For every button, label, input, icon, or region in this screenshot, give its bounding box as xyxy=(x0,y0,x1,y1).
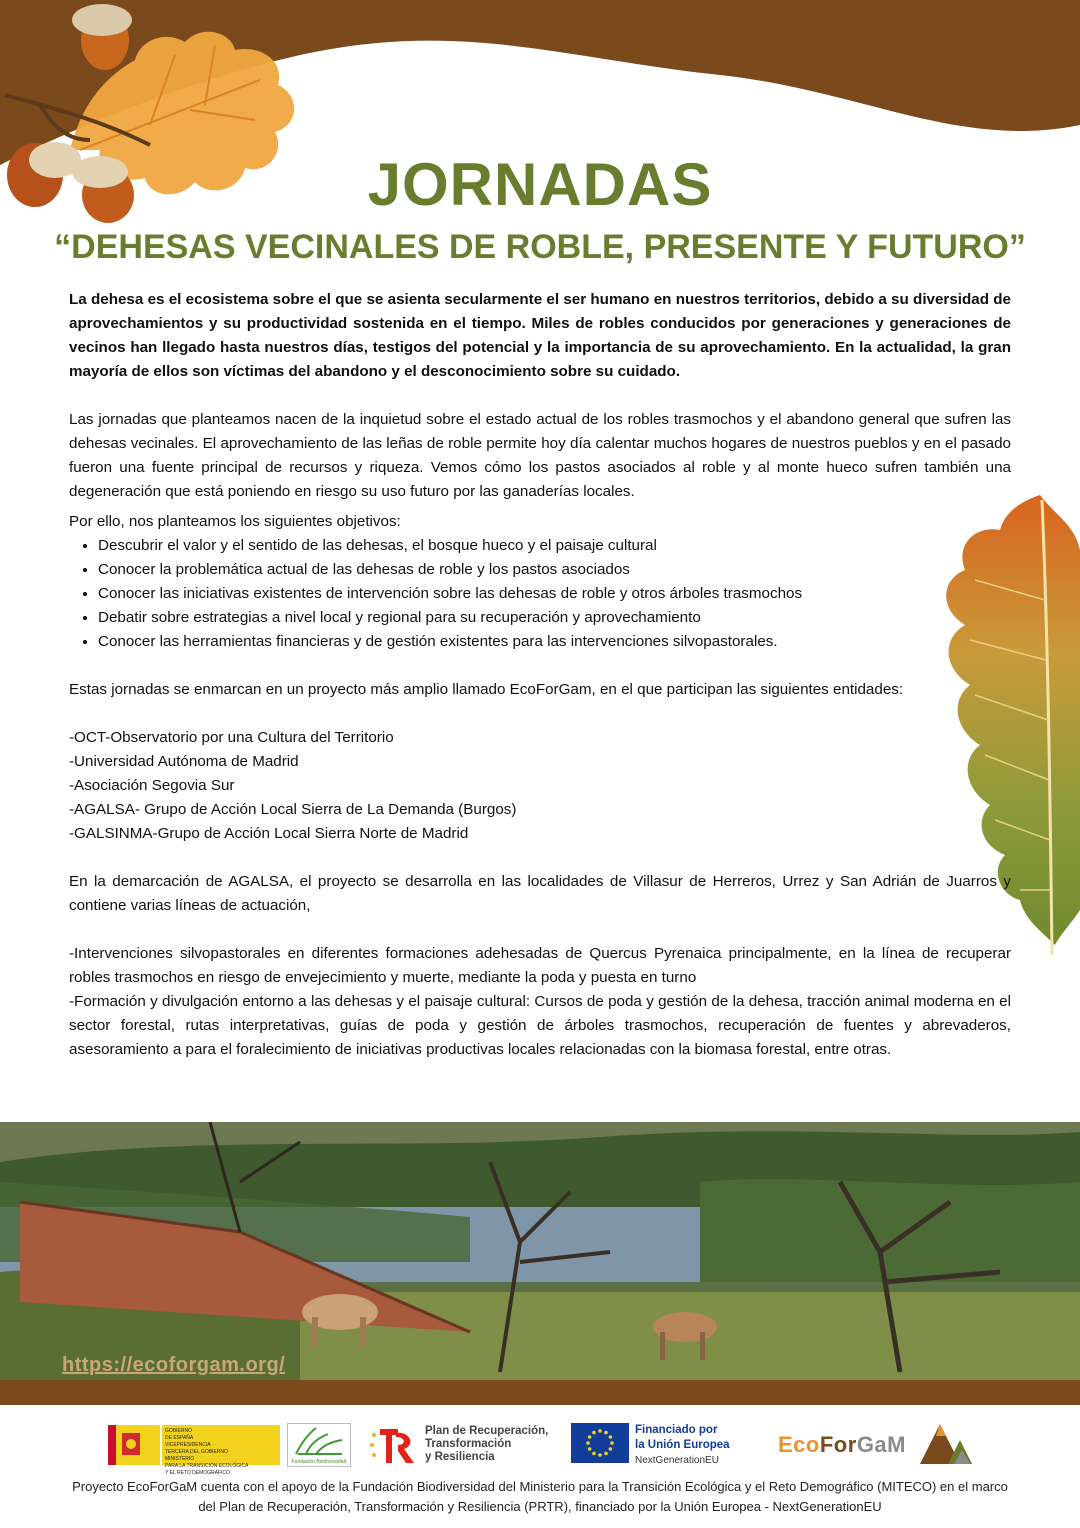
funding-footnote xyxy=(20,1477,1060,1517)
page-subtitle: “DEHESAS VECINALES DE ROBLE, PRESENTE Y FUTURO” xyxy=(54,228,1026,266)
footnote-line: del Plan de Recuperación, Transformación y Resiliencia (PRTR), financiado por la Unión Europea - NextGenerationEU xyxy=(198,1499,882,1514)
fundacion-biodiversidad-logo xyxy=(287,1423,351,1467)
prtr-line: Plan de Recuperación, xyxy=(425,1425,549,1437)
fundacion-label: Fundación Biodiversidad xyxy=(291,1459,347,1465)
intro-paragraph: La dehesa es el ecosistema sobre el que se asienta secularmente el ser humano en nuestros territorios, debido a su diversidad de aprovechamientos y su productividad sostenida en el tiempo. Miles de robles conducidos por generaciones y generaciones de vecinos han llegado hasta nuestros días, testigos del potencial y la importancia de su aprovechamiento. En la actualidad, la gran mayoría de ellos son víctimas del abandono y el desconocimiento sobre su cuidado. xyxy=(69,291,1011,380)
action-item: -Formación y divulgación entorno a las dehesas y el paisaje cultural: Cursos de poda y gestión de la dehesa, tracción animal moderna en el sector forestal, rutas interpretativas, guías de poda y gestión de árboles trasmochos, recuperación de fuentes y abrevaderos, asesoramiento a para el foralecimiento de iniciativas productivas locales relacionadas con la biomasa forestal, entre otras. xyxy=(69,993,1011,1058)
objectives-intro: Por ello, nos planteamos los siguientes objetivos: xyxy=(69,513,401,530)
eu-logo xyxy=(571,1423,741,1467)
eu-line: Financiado por xyxy=(635,1424,718,1436)
gobierno-line: GOBIERNO xyxy=(165,1428,192,1434)
action-item: -Intervenciones silvopastorales en diferentes formaciones adehesadas de Quercus Pyrenaica principalmente, en la línea de recuperar robles trasmochos en riesgo de envejecimiento y muerte, mediante la poda y puesta en turno xyxy=(69,945,1011,986)
list-item: • Debatir sobre estrategias a nivel local y regional para su recuperación y aprovechamiento xyxy=(98,606,1011,630)
entity-item: -Asociación Segovia Sur xyxy=(69,777,235,794)
entity-item: -GALSINMA-Grupo de Acción Local Sierra Norte de Madrid xyxy=(69,825,469,842)
jornadas-paragraph: Las jornadas que planteamos nacen de la inquietud sobre el estado actual de los robles trasmochos y el abandono general que sufren las dehesas vecinales. El aprovechamiento de las leñas de roble permite hoy día calentar muchos hogares de nuestros pueblos y en el pasado fueron una fuente principal de recursos y riqueza. Vemos cómo los pastos asociados al roble y al monte hueco sufren también una degeneración que está poniendo en riesgo su uso futuro por las ganaderías locales. xyxy=(69,411,1011,500)
list-item: • Descubrir el valor y el sentido de las dehesas, el bosque hueco y el paisaje cultural xyxy=(98,534,1011,558)
grass-icon xyxy=(288,1424,350,1456)
landscape-photo xyxy=(0,1122,1080,1380)
project-intro: Estas jornadas se enmarcan en un proyecto más amplio llamado EcoForGam, en el que participan las siguientes entidades: xyxy=(69,681,904,698)
footnote-line: Proyecto EcoForGaM cuenta con el apoyo de la Fundación Biodiversidad del Ministerio para la Transición Ecológica y el Reto Demográfico (MITECO) en el marco xyxy=(72,1479,1008,1494)
page-title: JORNADAS xyxy=(367,151,713,218)
main-content xyxy=(69,288,1011,1062)
ministerio-line: VICEPRESIDENCIA xyxy=(165,1442,211,1448)
website-link[interactable]: https://ecoforgam.org/ xyxy=(62,1354,286,1376)
sponsor-logos xyxy=(0,1415,1080,1477)
agalsa-paragraph: En la demarcación de AGALSA, el proyecto se desarrolla en las localidades de Villasur de Herreros, Urrez y San Adrián de Juarros y contiene varias líneas de actuación, xyxy=(69,873,1011,914)
eu-line: NextGenerationEU xyxy=(635,1455,719,1466)
list-item: • Conocer las iniciativas existentes de intervención sobre las dehesas de roble y otros árboles trasmochos xyxy=(98,582,1011,606)
entity-item: -OCT-Observatorio por una Cultura del Territorio xyxy=(69,729,394,746)
eco-text: Eco xyxy=(778,1432,820,1457)
footer-bar xyxy=(0,1380,1080,1405)
gobierno-text xyxy=(162,1425,280,1476)
gobierno-logo xyxy=(108,1425,280,1476)
eu-line: la Unión Europea xyxy=(635,1439,730,1451)
ecoforgam-wordmark xyxy=(778,1432,906,1458)
eu-flag-icon xyxy=(571,1423,629,1463)
spain-flag-icon xyxy=(108,1425,160,1465)
gobierno-line: DE ESPAÑA xyxy=(165,1435,194,1441)
prtr-icon xyxy=(368,1423,420,1467)
entity-item: -AGALSA- Grupo de Acción Local Sierra de La Demanda (Burgos) xyxy=(69,801,517,818)
prtr-line: y Resiliencia xyxy=(425,1451,495,1463)
entity-item: -Universidad Autónoma de Madrid xyxy=(69,753,299,770)
ecoforgam-logo xyxy=(778,1418,978,1468)
ministerio-line: Y EL RETO DEMOGRÁFICO xyxy=(165,1470,230,1476)
gam-text: GaM xyxy=(856,1432,906,1457)
for-text: For xyxy=(819,1432,857,1457)
prtr-logo xyxy=(368,1423,558,1467)
mountain-tree-icon xyxy=(918,1418,974,1466)
ministerio-line: MINISTERIO xyxy=(165,1456,195,1462)
list-item: • Conocer las herramientas financieras y de gestión existentes para las intervenciones silvopastorales. xyxy=(98,630,1011,654)
ministerio-line: PARA LA TRANSICIÓN ECOLÓGICA xyxy=(165,1463,249,1469)
ministerio-line: TERCERA DEL GOBIERNO xyxy=(165,1449,228,1455)
prtr-line: Transformación xyxy=(425,1438,512,1450)
objectives-list xyxy=(69,534,1011,654)
list-item: • Conocer la problemática actual de las dehesas de roble y los pastos asociados xyxy=(98,558,1011,582)
